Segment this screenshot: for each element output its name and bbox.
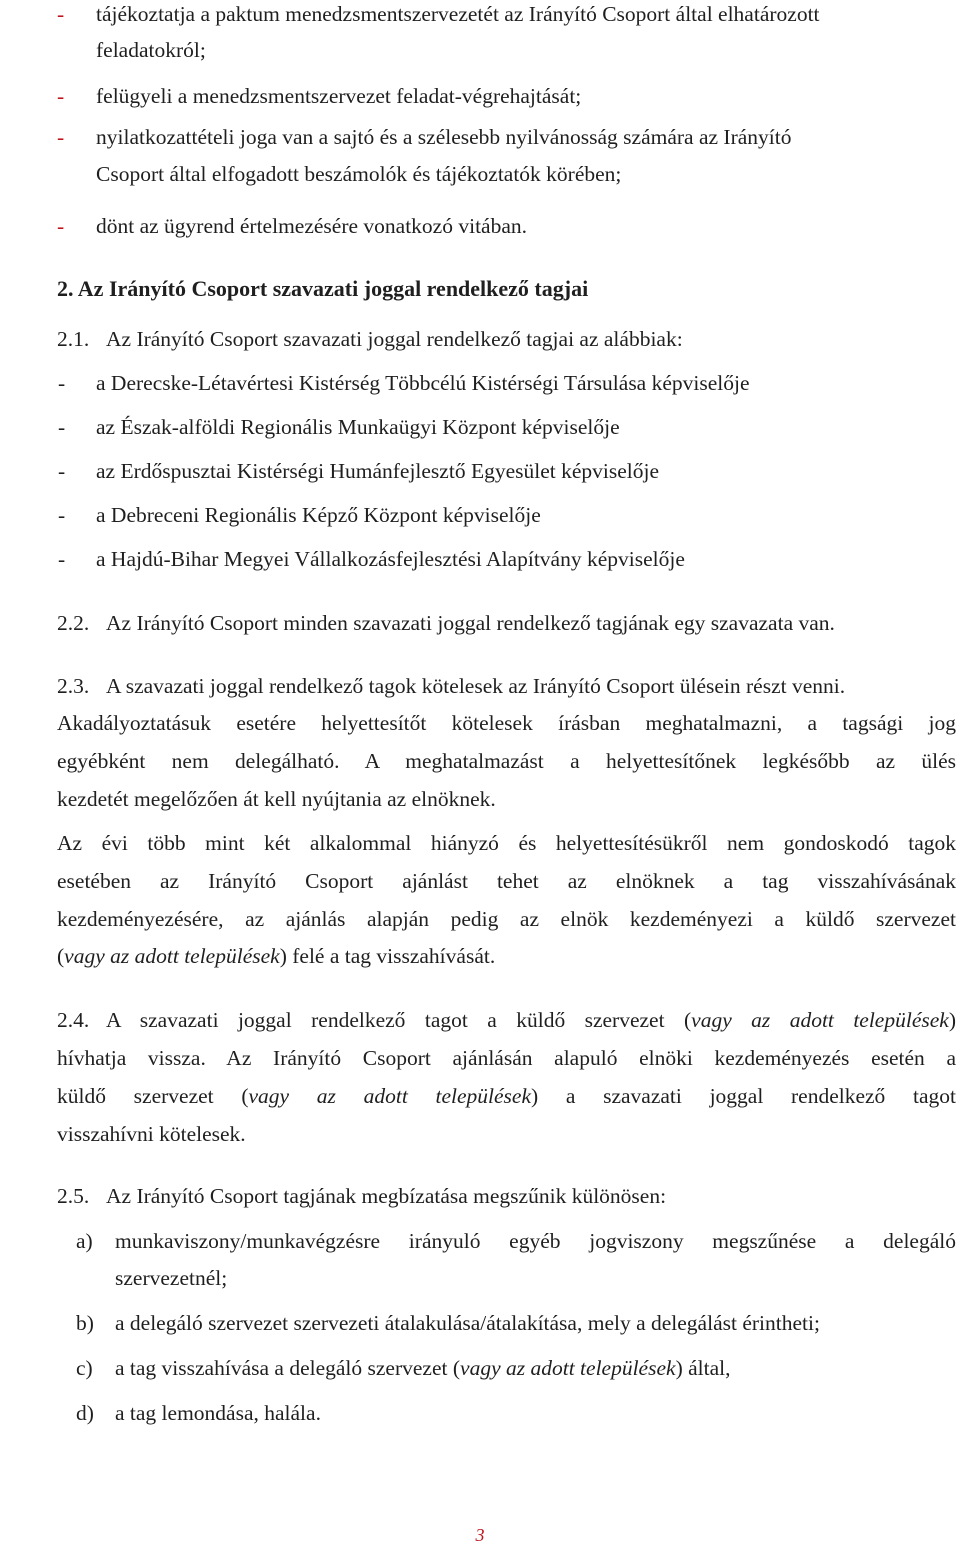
list-dash: - xyxy=(57,214,65,238)
italic-settlements: vagy az adott települések xyxy=(248,1084,531,1108)
paragraph-line: Akadályoztatásuk esetére helyettesítőt kötelesek írásban meghatalmazni, a tagsági jog xyxy=(57,711,956,735)
paragraph-number: 2.2. xyxy=(57,611,90,635)
paragraph-line: kezdeményezésére, az ajánlás alapján pedig az elnök kezdeményezi a küldő szervezet xyxy=(57,907,956,931)
paragraph-text: Az Irányító Csoport tagjának megbízatása megszűnik különösen: xyxy=(106,1184,667,1208)
paragraph-line: kezdetét megelőzően át kell nyújtania az elnöknek. xyxy=(57,787,496,811)
paragraph-text: A szavazati joggal rendelkező tagok kötelesek az Irányító Csoport ülésein részt venni. xyxy=(106,674,846,698)
list-dash: - xyxy=(57,125,65,149)
paragraph-line: visszahívni kötelesek. xyxy=(57,1122,246,1146)
paragraph-number: 2.4. xyxy=(57,1008,90,1032)
termination-item: a delegáló szervezet szervezeti átalakulása/átalakítása, mely a delegálást érintheti; xyxy=(115,1311,820,1335)
paragraph-line: egyébként nem delegálható. A meghatalmazást a helyettesítőnek legkésőbb az ülés xyxy=(57,749,956,773)
termination-item: a tag visszahívása a delegáló szervezet (vagy az adott települések) által, xyxy=(115,1356,731,1380)
member-item: az Észak-alföldi Regionális Munkaügyi Központ képviselője xyxy=(96,415,620,439)
item-label: b) xyxy=(76,1311,94,1335)
list-dash: - xyxy=(58,459,66,483)
item-label: d) xyxy=(76,1401,94,1425)
list-item-line: dönt az ügyrend értelmezésére vonatkozó vitában. xyxy=(96,214,528,238)
member-item: a Derecske-Létavértesi Kistérség Többcélú Kistérségi Társulása képviselője xyxy=(96,371,750,395)
member-item: az Erdőspusztai Kistérségi Humánfejlesztő Egyesület képviselője xyxy=(96,459,660,483)
paragraph-line: A szavazati joggal rendelkező tagot a küldő szervezet (vagy az adott települések) xyxy=(106,1008,956,1032)
list-item-line: nyilatkozattételi joga van a sajtó és a szélesebb nyilvánosság számára az Irányító xyxy=(96,125,792,149)
section-heading: 2. Az Irányító Csoport szavazati joggal rendelkező tagjai xyxy=(57,276,589,301)
list-dash: - xyxy=(58,503,66,527)
page-number: 3 xyxy=(475,1525,485,1545)
italic-settlements: vagy az adott települések xyxy=(691,1008,949,1032)
paragraph-text: Az Irányító Csoport szavazati joggal rendelkező tagjai az alábbiak: xyxy=(106,327,683,351)
list-dash: - xyxy=(58,547,66,571)
item-label: c) xyxy=(76,1356,93,1380)
paragraph-line: küldő szervezet (vagy az adott települések) a szavazati joggal rendelkező tagot xyxy=(57,1084,956,1108)
paragraph-line: Az évi több mint két alkalommal hiányzó és helyettesítésükről nem gondoskodó tagok xyxy=(57,831,956,855)
termination-item: szervezetnél; xyxy=(115,1266,228,1290)
list-item-line: Csoport által elfogadott beszámolók és tájékoztatók körében; xyxy=(96,162,622,186)
italic-settlements: vagy az adott települések xyxy=(64,944,280,968)
list-dash: - xyxy=(57,84,65,108)
italic-settlements: vagy az adott települések xyxy=(460,1356,676,1380)
termination-item: munkaviszony/munkavégzésre irányuló egyéb jogviszony megszűnése a delegáló xyxy=(115,1229,956,1253)
member-item: a Debreceni Regionális Képző Központ képviselője xyxy=(96,503,541,527)
list-dash: - xyxy=(58,415,66,439)
paragraph-line: hívhatja vissza. Az Irányító Csoport ajánlásán alapuló elnöki kezdeményezés esetén a xyxy=(57,1046,956,1070)
list-dash: - xyxy=(57,2,65,26)
paragraph-number: 2.5. xyxy=(57,1184,90,1208)
paragraph-number: 2.1. xyxy=(57,327,90,351)
member-item: a Hajdú-Bihar Megyei Vállalkozásfejlesztési Alapítvány képviselője xyxy=(96,547,685,571)
list-item-line: felügyeli a menedzsmentszervezet feladat-végrehajtását; xyxy=(96,84,582,108)
list-item-line: feladatokról; xyxy=(96,38,206,62)
paragraph-line: esetében az Irányító Csoport ajánlást tehet az elnöknek a tag visszahívásának xyxy=(57,869,956,893)
termination-item: a tag lemondása, halála. xyxy=(115,1401,321,1425)
item-label: a) xyxy=(76,1229,93,1253)
paragraph-number: 2.3. xyxy=(57,674,90,698)
paragraph-text: Az Irányító Csoport minden szavazati joggal rendelkező tagjának egy szavazata van. xyxy=(106,611,835,635)
list-item-line: tájékoztatja a paktum menedzsmentszervezetét az Irányító Csoport által elhatározott xyxy=(96,2,820,26)
list-dash: - xyxy=(58,371,66,395)
paragraph-line: (vagy az adott települések) felé a tag visszahívását. xyxy=(57,944,496,968)
